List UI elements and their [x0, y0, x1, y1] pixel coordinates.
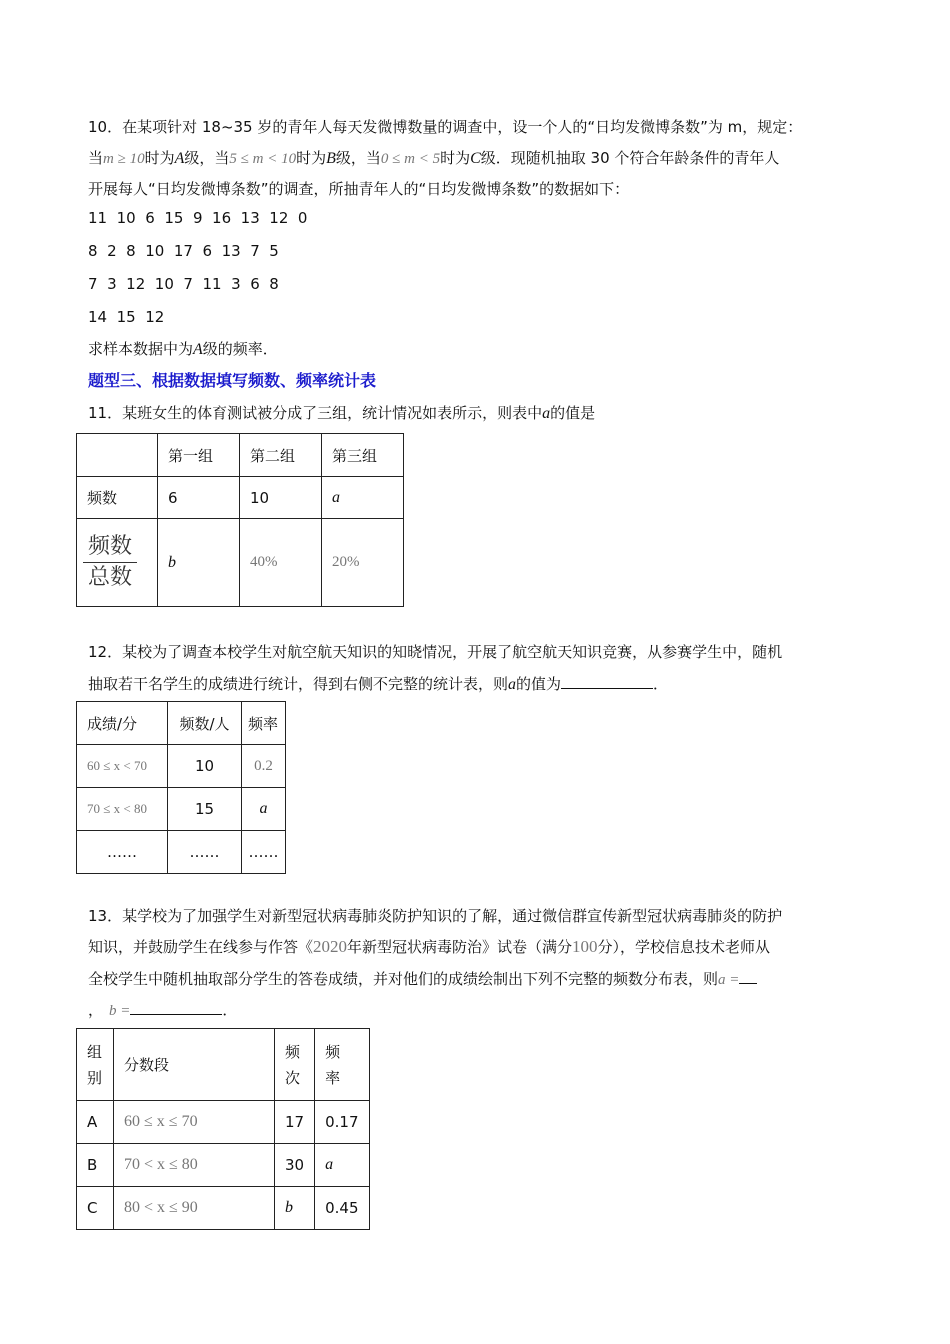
q10-line1: 10．在某项针对 18~35 岁的青年人每天发微博数量的调查中，设一个人的“日均发微博条数”为 m，规定：: [88, 118, 803, 136]
table-header: 组 别: [77, 1029, 114, 1101]
table-cell: 0.2: [242, 745, 286, 788]
fraction-bar: [83, 562, 137, 563]
data-row: 11 10 6 15 9 16 13 12 0: [88, 209, 308, 227]
table-row: [77, 831, 286, 874]
table-cell: 0.45: [315, 1187, 369, 1230]
table-header: 成绩/分: [77, 702, 168, 745]
table-header: 频数/人: [168, 702, 242, 745]
q12-table: [76, 701, 286, 874]
table-cell: 80 < x ≤ 90: [114, 1187, 275, 1230]
table-header-row: [77, 434, 404, 477]
data-row: 7 3 12 10 7 11 3 6 8: [88, 275, 279, 293]
table-cell: [77, 434, 158, 477]
table-cell: 60 ≤ x < 70: [77, 745, 168, 788]
table-header: 第二组: [240, 434, 322, 477]
q13-line1: 13．某学校为了加强学生对新型冠状病毒肺炎防护知识的了解，通过微信群宣传新型冠状病毒肺炎的防护: [88, 907, 783, 925]
table-cell: 70 < x ≤ 80: [114, 1144, 275, 1187]
answer-blank[interactable]: [561, 672, 653, 689]
table-cell: 15: [168, 788, 242, 831]
table-cell: 6: [158, 477, 240, 519]
answer-blank-a[interactable]: [739, 967, 757, 984]
fraction-cell: [77, 519, 158, 607]
table-row: [77, 1101, 370, 1144]
table-header: 第一组: [158, 434, 240, 477]
table-row: [77, 519, 404, 607]
table-header: 第三组: [322, 434, 404, 477]
q10-line2: 当m ≥ 10时为A级，当5 ≤ m < 10时为B级，当0 ≤ m < 5时为C级．现随机抽取 30 个符合年龄条件的青年人: [88, 149, 780, 167]
condition-b: 5 ≤ m < 10: [229, 151, 297, 167]
table-header-row: [77, 702, 286, 745]
table-cell: 30: [275, 1144, 315, 1187]
fraction: $\frac{\text{频数}}{\text{总数}}$: [83, 534, 137, 591]
table-header: 频 率: [315, 1029, 369, 1101]
table-cell: 频数: [77, 477, 158, 519]
table-cell: ……: [242, 831, 286, 874]
table-cell: 20%: [322, 519, 404, 607]
q10-question: 求样本数据中为A级的频率．: [88, 340, 278, 358]
table-cell: 17: [275, 1101, 315, 1144]
q13-line3: 全校学生中随机抽取部分学生的答卷成绩，并对他们的成绩绘制出下列不完整的频数分布表，则a =: [88, 967, 757, 991]
section-heading: 题型三、根据数据填写频数、频率统计表: [88, 371, 377, 390]
table-cell: ……: [168, 831, 242, 874]
table-cell: 60 ≤ x ≤ 70: [114, 1101, 275, 1144]
table-cell: a: [322, 477, 404, 519]
table-cell: b: [158, 519, 240, 607]
q13-table: [76, 1028, 370, 1230]
table-cell: 70 ≤ x < 80: [77, 788, 168, 831]
condition-c: 0 ≤ m < 5: [380, 151, 441, 167]
data-row: 8 2 8 10 17 6 13 7 5: [88, 242, 279, 260]
table-row: [77, 477, 404, 519]
table-cell: 10: [240, 477, 322, 519]
table-row: [77, 745, 286, 788]
table-cell: a: [315, 1144, 369, 1187]
table-header-row: [77, 1029, 370, 1101]
q10-line3: 开展每人“日均发微博条数”的调查，所抽青年人的“日均发微博条数”的数据如下：: [88, 180, 630, 198]
table-cell: b: [275, 1187, 315, 1230]
table-cell: A: [77, 1101, 114, 1144]
data-row: 14 15 12: [88, 308, 165, 326]
table-cell: 10: [168, 745, 242, 788]
condition-a: m ≥ 10: [103, 151, 145, 167]
q13-line2: 知识，并鼓励学生在线参与作答《2020年新型冠状病毒防治》试卷（满分100分），学校信息技术老师从: [88, 937, 771, 956]
q12-line2: 抽取若干名学生的成绩进行统计，得到右侧不完整的统计表，则a的值为 ．: [88, 672, 668, 696]
answer-blank-b[interactable]: [130, 998, 222, 1015]
table-cell: B: [77, 1144, 114, 1187]
table-header: 分数段: [114, 1029, 275, 1101]
table-cell: ……: [77, 831, 168, 874]
table-cell: 40%: [240, 519, 322, 607]
q11-table: [76, 433, 404, 607]
q12-line1: 12．某校为了调查本校学生对航空航天知识的知晓情况，开展了航空航天知识竞赛，从参赛学生中，随机: [88, 643, 783, 661]
table-cell: C: [77, 1187, 114, 1230]
q11-text: 11．某班女生的体育测试被分成了三组，统计情况如表所示，则表中a的值是: [88, 404, 596, 422]
table-row: [77, 788, 286, 831]
table-cell: a: [242, 788, 286, 831]
table-header: 频率: [242, 702, 286, 745]
table-cell: 0.17: [315, 1101, 369, 1144]
table-row: [77, 1144, 370, 1187]
q13-line4: ， b = ．: [88, 998, 237, 1022]
table-row: [77, 1187, 370, 1230]
table-header: 频 次: [275, 1029, 315, 1101]
